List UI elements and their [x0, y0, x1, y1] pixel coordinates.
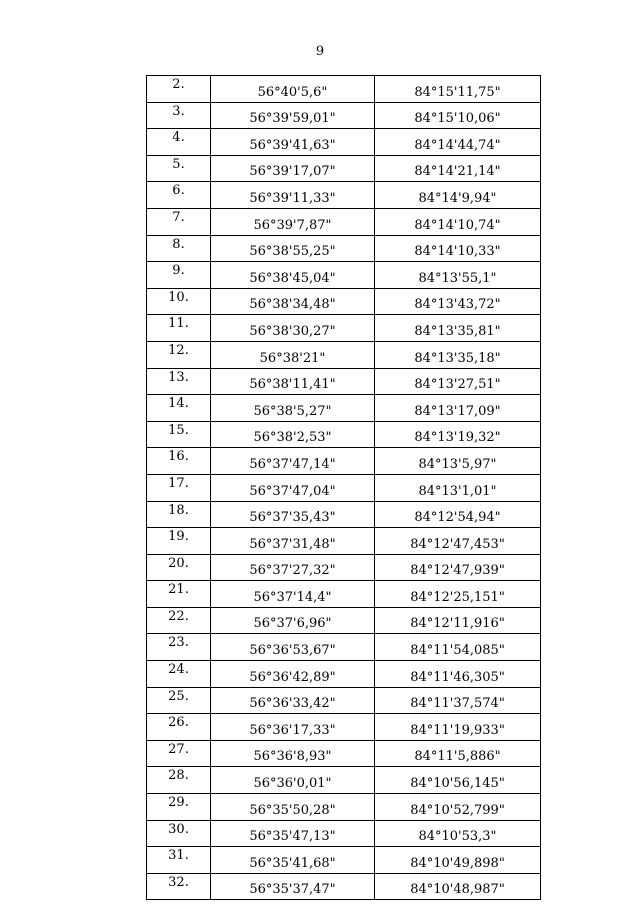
table-row	[147, 501, 541, 528]
point-number-cell: 14.	[147, 395, 211, 422]
table-row	[147, 873, 541, 900]
longitude-cell: 84°13'35,18"	[375, 341, 541, 368]
point-number-cell: 28.	[147, 767, 211, 794]
point-number-cell: 21.	[147, 581, 211, 608]
latitude-cell: 56°38'55,25"	[211, 235, 375, 262]
table-row	[147, 235, 541, 262]
table-row	[147, 634, 541, 661]
point-number-cell: 10.	[147, 288, 211, 315]
table-row	[147, 182, 541, 209]
table-row	[147, 581, 541, 608]
point-number-cell: 20.	[147, 554, 211, 581]
coordinates-table-body	[147, 76, 541, 900]
page-number: 9	[315, 44, 325, 59]
latitude-cell: 56°36'0,01"	[211, 767, 375, 794]
point-number-cell: 24.	[147, 661, 211, 688]
latitude-cell: 56°37'6,96"	[211, 607, 375, 634]
table-row	[147, 341, 541, 368]
table-row	[147, 661, 541, 688]
latitude-cell: 56°39'41,63"	[211, 129, 375, 156]
table-row	[147, 102, 541, 129]
point-number-cell: 3.	[147, 102, 211, 129]
point-number-cell: 18.	[147, 501, 211, 528]
latitude-cell: 56°37'31,48"	[211, 528, 375, 555]
longitude-cell: 84°11'54,085"	[375, 634, 541, 661]
point-number-cell: 32.	[147, 873, 211, 900]
latitude-cell: 56°38'5,27"	[211, 395, 375, 422]
table-row	[147, 155, 541, 182]
longitude-cell: 84°12'11,916"	[375, 607, 541, 634]
latitude-cell: 56°39'11,33"	[211, 182, 375, 209]
longitude-cell: 84°14'10,74"	[375, 208, 541, 235]
table-row	[147, 395, 541, 422]
latitude-cell: 56°36'17,33"	[211, 714, 375, 741]
latitude-cell: 56°39'7,87"	[211, 208, 375, 235]
longitude-cell: 84°10'56,145"	[375, 767, 541, 794]
table-row	[147, 315, 541, 342]
longitude-cell: 84°12'25,151"	[375, 581, 541, 608]
latitude-cell: 56°37'27,32"	[211, 554, 375, 581]
latitude-cell: 56°35'47,13"	[211, 820, 375, 847]
longitude-cell: 84°10'52,799"	[375, 794, 541, 821]
point-number-cell: 6.	[147, 182, 211, 209]
latitude-cell: 56°36'42,89"	[211, 661, 375, 688]
table-row	[147, 820, 541, 847]
latitude-cell: 56°36'53,67"	[211, 634, 375, 661]
table-row	[147, 767, 541, 794]
point-number-cell: 5.	[147, 155, 211, 182]
longitude-cell: 84°14'10,33"	[375, 235, 541, 262]
longitude-cell: 84°13'5,97"	[375, 448, 541, 475]
point-number-cell: 22.	[147, 607, 211, 634]
point-number-cell: 29.	[147, 794, 211, 821]
point-number-cell: 16.	[147, 448, 211, 475]
latitude-cell: 56°38'2,53"	[211, 421, 375, 448]
table-row	[147, 421, 541, 448]
longitude-cell: 84°13'55,1"	[375, 262, 541, 289]
table-row	[147, 262, 541, 289]
longitude-cell: 84°12'47,939"	[375, 554, 541, 581]
latitude-cell: 56°38'34,48"	[211, 288, 375, 315]
latitude-cell: 56°37'35,43"	[211, 501, 375, 528]
table-row	[147, 368, 541, 395]
point-number-cell: 17.	[147, 474, 211, 501]
longitude-cell: 84°13'1,01"	[375, 474, 541, 501]
coordinates-table	[146, 75, 541, 900]
point-number-cell: 8.	[147, 235, 211, 262]
longitude-cell: 84°11'5,886"	[375, 740, 541, 767]
table-row	[147, 288, 541, 315]
longitude-cell: 84°13'43,72"	[375, 288, 541, 315]
latitude-cell: 56°35'37,47"	[211, 873, 375, 900]
point-number-cell: 26.	[147, 714, 211, 741]
table-row	[147, 554, 541, 581]
longitude-cell: 84°13'17,09"	[375, 395, 541, 422]
latitude-cell: 56°39'17,07"	[211, 155, 375, 182]
table-row	[147, 847, 541, 874]
longitude-cell: 84°12'54,94"	[375, 501, 541, 528]
longitude-cell: 84°15'11,75"	[375, 76, 541, 103]
latitude-cell: 56°39'59,01"	[211, 102, 375, 129]
point-number-cell: 12.	[147, 341, 211, 368]
table-row	[147, 76, 541, 103]
longitude-cell: 84°14'9,94"	[375, 182, 541, 209]
point-number-cell: 31.	[147, 847, 211, 874]
latitude-cell: 56°37'14,4"	[211, 581, 375, 608]
point-number-cell: 2.	[147, 76, 211, 103]
table-row	[147, 794, 541, 821]
latitude-cell: 56°35'50,28"	[211, 794, 375, 821]
table-row	[147, 448, 541, 475]
longitude-cell: 84°12'47,453"	[375, 528, 541, 555]
longitude-cell: 84°14'21,14"	[375, 155, 541, 182]
point-number-cell: 25.	[147, 687, 211, 714]
latitude-cell: 56°40'5,6"	[211, 76, 375, 103]
latitude-cell: 56°36'8,93"	[211, 740, 375, 767]
longitude-cell: 84°15'10,06"	[375, 102, 541, 129]
longitude-cell: 84°11'19,933"	[375, 714, 541, 741]
longitude-cell: 84°11'46,305"	[375, 661, 541, 688]
table-row	[147, 740, 541, 767]
table-row	[147, 528, 541, 555]
longitude-cell: 84°13'35,81"	[375, 315, 541, 342]
table-row	[147, 208, 541, 235]
point-number-cell: 19.	[147, 528, 211, 555]
latitude-cell: 56°37'47,04"	[211, 474, 375, 501]
longitude-cell: 84°14'44,74"	[375, 129, 541, 156]
latitude-cell: 56°38'30,27"	[211, 315, 375, 342]
point-number-cell: 15.	[147, 421, 211, 448]
longitude-cell: 84°13'19,32"	[375, 421, 541, 448]
latitude-cell: 56°38'11,41"	[211, 368, 375, 395]
point-number-cell: 23.	[147, 634, 211, 661]
point-number-cell: 30.	[147, 820, 211, 847]
longitude-cell: 84°13'27,51"	[375, 368, 541, 395]
table-row	[147, 687, 541, 714]
longitude-cell: 84°11'37,574"	[375, 687, 541, 714]
latitude-cell: 56°38'45,04"	[211, 262, 375, 289]
latitude-cell: 56°38'21"	[211, 341, 375, 368]
latitude-cell: 56°36'33,42"	[211, 687, 375, 714]
longitude-cell: 84°10'53,3"	[375, 820, 541, 847]
latitude-cell: 56°35'41,68"	[211, 847, 375, 874]
point-number-cell: 4.	[147, 129, 211, 156]
table-row	[147, 129, 541, 156]
point-number-cell: 11.	[147, 315, 211, 342]
longitude-cell: 84°10'49,898"	[375, 847, 541, 874]
latitude-cell: 56°37'47,14"	[211, 448, 375, 475]
point-number-cell: 9.	[147, 262, 211, 289]
table-row	[147, 474, 541, 501]
point-number-cell: 7.	[147, 208, 211, 235]
table-row	[147, 607, 541, 634]
point-number-cell: 27.	[147, 740, 211, 767]
table-row	[147, 714, 541, 741]
longitude-cell: 84°10'48,987"	[375, 873, 541, 900]
point-number-cell: 13.	[147, 368, 211, 395]
